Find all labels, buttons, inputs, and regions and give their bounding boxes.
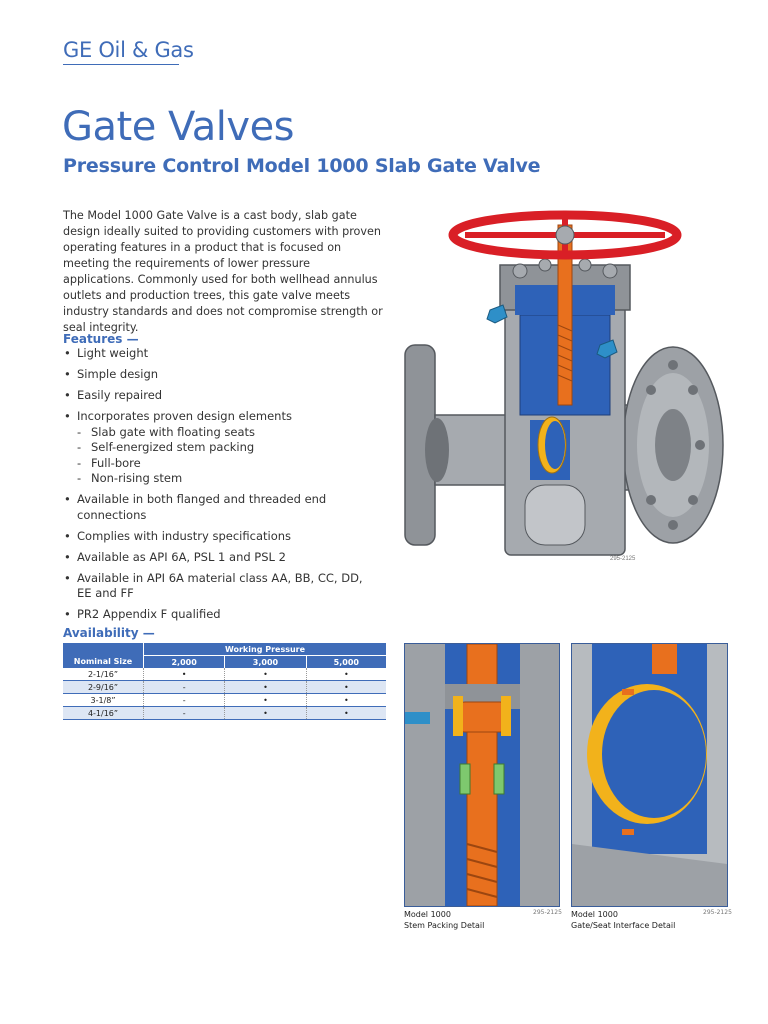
feature-text: Incorporates proven design elements (77, 409, 292, 423)
bullet-icon: • (64, 346, 71, 360)
gate-valve-illustration (395, 205, 735, 565)
bullet-icon: • (64, 528, 71, 543)
dash-icon: - (77, 455, 82, 470)
feature-text: Available in API 6A material class AA, BB, CC, DD, EE and FF (77, 570, 363, 600)
table-cell: • (225, 707, 306, 720)
feature-text: Available in both flanged and threaded end connections (77, 492, 327, 522)
bullet-icon: • (64, 367, 71, 381)
table-cell: • (306, 681, 386, 694)
feature-item (63, 529, 393, 545)
pressure-header: 3,000 (225, 656, 306, 669)
feature-text: PR2 Appendix F qualified (77, 607, 221, 621)
feature-subtext: Non-rising stem (91, 471, 183, 485)
pressure-header: 2,000 (144, 656, 225, 669)
size-cell: 2-9/16” (63, 681, 144, 694)
table-cell: - (144, 707, 225, 720)
detail2-caption-line2: Gate/Seat Interface Detail (571, 921, 676, 930)
feature-item (63, 571, 367, 602)
brand-underline (63, 64, 179, 65)
bullet-icon: • (64, 570, 71, 585)
availability-heading: Availability — (63, 626, 155, 640)
gate-seat (538, 417, 566, 473)
dash-icon: - (77, 440, 82, 454)
table-row (63, 707, 386, 720)
detail1-caption (404, 909, 484, 931)
availability-table (63, 643, 386, 720)
feature-subitem (77, 425, 393, 441)
features-heading: Features — (63, 332, 139, 346)
table-header-row (63, 643, 386, 656)
table-header-row (63, 656, 386, 669)
handwheel-icon (453, 215, 677, 255)
feature-item (63, 367, 393, 383)
feature-text: Light weight (77, 346, 149, 360)
intro-paragraph: The Model 1000 Gate Valve is a cast body, slab gate design ideally suited to providing customers with proven operating features in a product that is focused on meeting the requirements of lower pressure applications. Commonly used for both wellhead annulus outlets and production trees, this gate valve meets industry standards and does not compromise strength or seal integrity. (63, 209, 383, 334)
stem-packing-drawing (405, 644, 559, 906)
page-title: Gate Valves (62, 104, 295, 150)
size-cell: 2-1/16” (63, 668, 144, 681)
feature-text: Simple design (77, 367, 159, 381)
brand-name: GE Oil & Gas (63, 38, 194, 62)
feature-item (63, 346, 393, 362)
feature-subitem (77, 440, 393, 456)
table-cell: • (225, 668, 306, 681)
bullet-icon: • (64, 492, 71, 506)
feature-item (63, 388, 393, 404)
feature-item (63, 409, 393, 487)
feature-subtext: Self-energized stem packing (91, 440, 255, 454)
dash-icon: - (77, 424, 82, 439)
table-row (63, 668, 386, 681)
feature-subtext: Full-bore (91, 455, 141, 470)
table-cell: - (144, 681, 225, 694)
gate-seat-drawing (572, 644, 727, 906)
size-cell: 4-1/16” (63, 707, 144, 720)
table-row (63, 681, 386, 694)
detail1-caption-line2: Stem Packing Detail (404, 921, 485, 930)
table-cell: • (225, 694, 306, 707)
detail2-caption (571, 909, 675, 931)
detail1-caption-line1: Model 1000 (404, 910, 451, 919)
stem-packing-detail-image (404, 643, 560, 907)
feature-subtext: Slab gate with floating seats (91, 424, 256, 439)
bullet-icon: • (64, 607, 71, 621)
bullet-icon: • (64, 388, 71, 402)
table-cell: • (144, 668, 225, 681)
feature-subitem (77, 456, 393, 472)
working-pressure-header: Working Pressure (144, 643, 387, 656)
features-list (63, 346, 393, 628)
table-header-cell (63, 643, 144, 656)
gate-seat-detail-image (571, 643, 728, 907)
feature-item (63, 607, 393, 623)
table-cell: • (306, 668, 386, 681)
detail1-figure-number: 295-2125 (533, 909, 562, 916)
main-figure-number: 295-2125 (610, 556, 636, 562)
bullet-icon: • (64, 409, 71, 423)
table-cell: • (306, 707, 386, 720)
table-cell: - (144, 694, 225, 707)
detail2-figure-number: 295-2125 (703, 909, 732, 916)
feature-text: Complies with industry specifications (77, 528, 292, 543)
page-subtitle: Pressure Control Model 1000 Slab Gate Valve (63, 155, 541, 177)
table-cell: • (306, 694, 386, 707)
feature-sublist (77, 425, 393, 487)
feature-text: Available as API 6A, PSL 1 and PSL 2 (77, 549, 286, 564)
bullet-icon: • (64, 549, 71, 564)
size-cell: 3-1/8” (63, 694, 144, 707)
feature-subitem (77, 471, 393, 487)
dash-icon: - (77, 471, 82, 485)
detail2-caption-line1: Model 1000 (571, 910, 618, 919)
table-cell: • (225, 681, 306, 694)
feature-item (63, 492, 393, 523)
feature-item (63, 550, 393, 566)
pressure-header: 5,000 (306, 656, 386, 669)
table-row (63, 694, 386, 707)
feature-text: Easily repaired (77, 388, 163, 402)
nominal-size-header: Nominal Size (63, 656, 144, 669)
